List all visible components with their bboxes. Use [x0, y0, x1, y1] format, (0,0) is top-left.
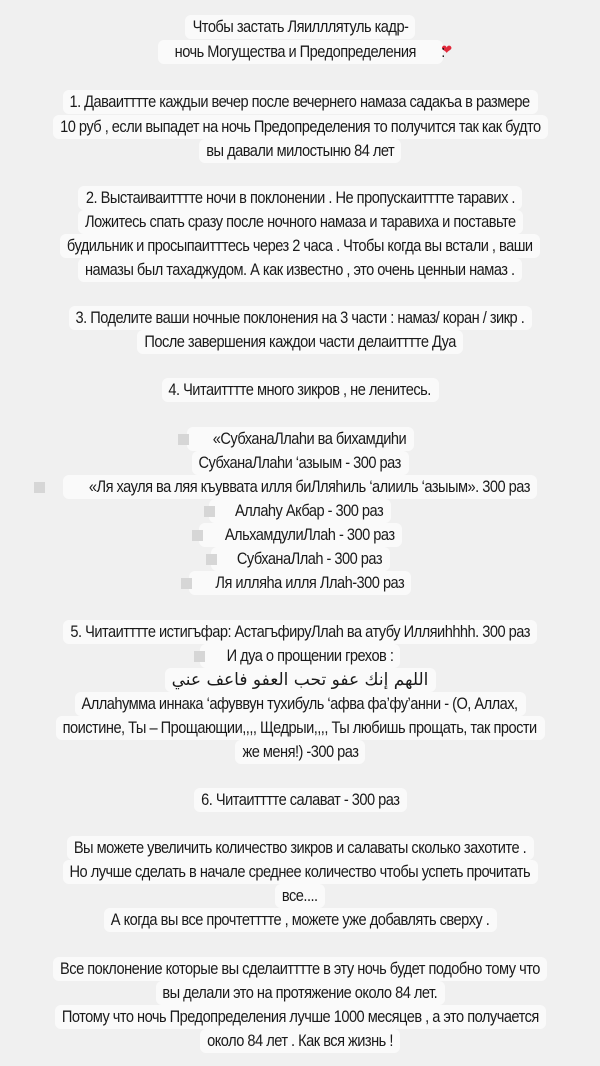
point1-line	[0, 139, 600, 163]
title-text-2: ночь Могущества и Предопределения	[174, 42, 416, 61]
note2-text: Потому что ночь Предопределения лучше 1000 месяцев , а это получается	[61, 1007, 539, 1026]
point2-text: 2. Выстаиваитттте ночи в поклонении . Не пропускаитттте таравих .	[85, 188, 515, 207]
zikr-item	[0, 427, 600, 451]
point4-text: 4. Читаитттте много зикров , не ленитесь.	[168, 380, 432, 399]
zikr-item	[0, 475, 600, 499]
square-bullet-icon	[178, 434, 189, 445]
zikr-text: СубханаЛлаhи ‘азыым - 300 раз	[198, 453, 402, 472]
arabic-dua-text: اللهم إنك عفو تحب العفو فاعف عني	[171, 670, 429, 690]
zikr-text: Аллаhу Акбар - 300 раз	[235, 501, 384, 520]
point5-text: же меня!) -300 раз	[242, 742, 358, 761]
zikr-text: АльхамдулиЛлаh - 300 раз	[224, 525, 395, 544]
note2-line	[0, 957, 600, 981]
point5-text: И дуа о прощении грехов :	[226, 646, 393, 665]
point5-line	[0, 740, 600, 764]
point5-arabic-line	[0, 668, 600, 692]
title-text-1: Чтобы застать Ляилллятуль кадр-	[192, 17, 408, 36]
square-bullet-icon	[34, 482, 45, 493]
point2-text: будильник и просыпаитттесь через 2 часа . Чтобы когда вы встали , ваши	[67, 236, 533, 255]
note1-text: все....	[282, 886, 318, 905]
zikr-item	[0, 451, 600, 475]
point1-text: 10 руб , если выпадет на ночь Предопределения то получится так как будто	[59, 117, 541, 136]
point3-text: После завершения каждои части делаитттте Дуа	[144, 332, 456, 351]
zikr-item	[0, 571, 600, 595]
zikr-item	[0, 499, 600, 523]
point2-text: Ложитесь спать сразу после ночного намаза и таравиха и поставьте	[84, 212, 516, 231]
note2-line	[0, 981, 600, 1005]
note2-text: вы делали это на протяжение около 84 лет.	[162, 983, 438, 1002]
point4-line	[0, 378, 600, 402]
square-bullet-icon	[204, 506, 215, 517]
point5-text: Аллаhумма иннака ‘афуввун тухибуль ‘афва фа’фу’анни - (О, Аллах,	[81, 694, 519, 713]
note2-text: Все поклонение которые вы сделаитттте в эту ночь будет подобно тому что	[60, 959, 540, 978]
note1-text: А когда вы все прочтетттте , можете уже добавлять сверху .	[110, 910, 490, 929]
point5-line	[0, 716, 600, 740]
note1-text: Но лучше сделать в начале среднее количество чтобы успеть прочитать	[69, 862, 531, 881]
zikr-text: «СубханаЛлаhи ва бихамдиhи	[212, 429, 407, 448]
point1-line	[0, 90, 600, 114]
note2-text: около 84 лет . Как вся жизнь !	[207, 1031, 393, 1050]
point5-text: поистине, Ты – Прощающии,,,, Щедрыи,,,, Ты любишь прощать, так прости	[62, 718, 538, 737]
title-colon: :	[441, 42, 446, 61]
point5-line	[0, 692, 600, 716]
zikr-text: Ля илляhа илля Ллаh-300 раз	[215, 573, 404, 592]
zikr-text: СубханаЛлаh - 300 раз	[236, 549, 383, 568]
point5-line	[0, 620, 600, 644]
point2-line	[0, 186, 600, 210]
note1-line	[0, 836, 600, 860]
point3-text: 3. Поделите ваши ночные поклонения на 3 части : намаз/ коран / зикр .	[75, 308, 525, 327]
point1-text: вы давали милостыню 84 лет	[206, 141, 394, 160]
note1-line	[0, 860, 600, 884]
point5-line	[0, 644, 600, 668]
note1-line	[0, 908, 600, 932]
note1-text: Вы можете увеличить количество зикров и салаваты сколько захотите .	[73, 838, 527, 857]
point2-line	[0, 234, 600, 258]
zikr-item	[0, 547, 600, 571]
point2-text: намазы был тахаджудом. А как известно , это очень ценныи намаз .	[85, 260, 515, 279]
point2-line	[0, 210, 600, 234]
point2-line	[0, 258, 600, 282]
point6-line	[0, 788, 600, 812]
square-bullet-icon	[206, 554, 217, 565]
note2-line	[0, 1029, 600, 1053]
square-bullet-icon	[181, 578, 192, 589]
note1-line	[0, 884, 600, 908]
square-bullet-icon	[194, 651, 205, 662]
square-bullet-icon	[192, 530, 203, 541]
title-line-1	[0, 15, 600, 39]
zikr-text: «Ля хауля ва ляя къуввата илля биЛляhиль ‘алииль ‘азыым». 300 раз	[89, 477, 530, 496]
point1-line	[0, 115, 600, 139]
point3-line	[0, 330, 600, 354]
zikr-item	[0, 523, 600, 547]
point3-line	[0, 306, 600, 330]
title-line-2	[0, 40, 600, 64]
point5-text: 5. Читаитттте истигъфар: АстагъфируЛлаh ва атубу Илляиhhhh. 300 раз	[70, 622, 530, 641]
point6-text: 6. Читаитттте салават - 300 раз	[200, 790, 400, 809]
point1-text: 1. Даваитттте каждыи вечер после вечернего намаза садакъа в размере	[69, 92, 531, 111]
note2-line	[0, 1005, 600, 1029]
